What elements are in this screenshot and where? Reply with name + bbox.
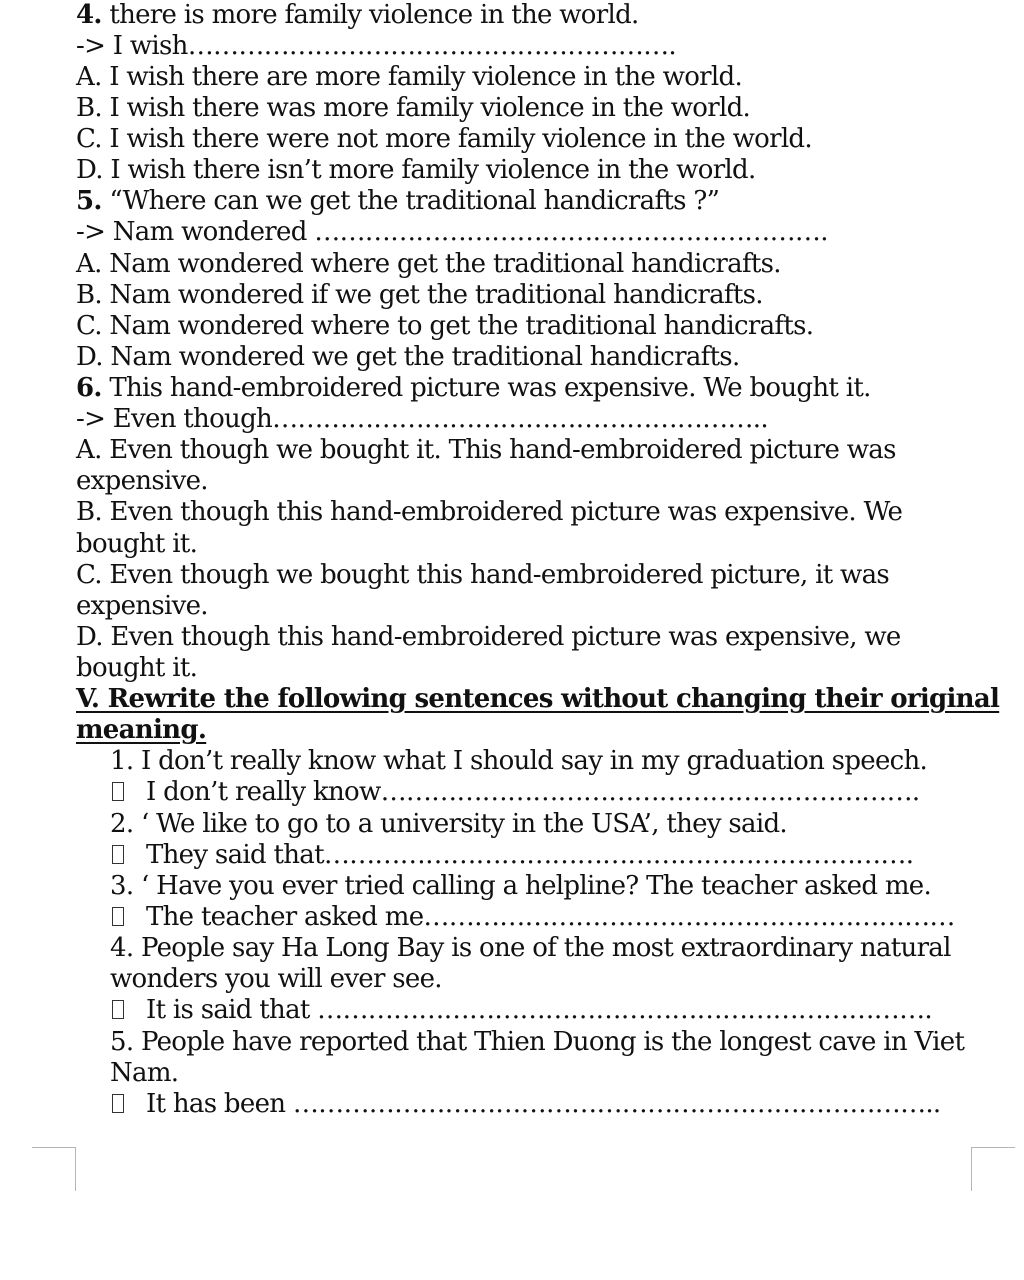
rewrite-item-4: 4. People say Ha Long Bay is one of the most extraordinary natural [110, 933, 951, 963]
q5-stem: 5. “Where can we get the traditional handicrafts ?” [76, 186, 720, 216]
rewrite-item-3: 3. ‘ Have you ever tried calling a helpline? The teacher asked me. [110, 871, 932, 901]
rewrite-item-2: 2. ‘ We like to go to a university in the USA’, they said. [110, 809, 787, 839]
section-v-heading: V. Rewrite the following sentences without changing their original [76, 684, 1000, 714]
checkbox-icon [112, 782, 124, 801]
q6-option-d-cont: bought it. [76, 653, 198, 683]
q4-option-a: A. I wish there are more family violence in the world. [76, 62, 743, 92]
rewrite-item-5: 5. People have reported that Thien Duong is the longest cave in Viet [110, 1027, 965, 1057]
checkbox-icon [112, 1094, 124, 1113]
q6-prompt: -> Even though………………………………………………….. [76, 404, 768, 434]
q5-option-c: C. Nam wondered where to get the traditional handicrafts. [76, 311, 814, 341]
section-v-heading-cont: meaning. [76, 715, 207, 745]
rewrite-item-5-cont: Nam. [110, 1058, 179, 1088]
checkbox-icon [112, 1000, 124, 1019]
rewrite-answer-5: It has been ………………………………………………………………….. [110, 1089, 941, 1120]
q6-option-d: D. Even though this hand-embroidered picture was expensive, we [76, 622, 901, 652]
q4-option-b: B. I wish there was more family violence in the world. [76, 93, 751, 123]
q6-option-b-cont: bought it. [76, 529, 198, 559]
q6-option-b: B. Even though this hand-embroidered picture was expensive. We [76, 497, 903, 527]
q6-option-a: A. Even though we bought it. This hand-embroidered picture was [76, 435, 896, 465]
crop-mark-left [32, 1147, 76, 1191]
q5-option-a: A. Nam wondered where get the traditional handicrafts. [76, 249, 781, 279]
rewrite-answer-1: I don’t really know………………………………………………………. [110, 777, 919, 808]
checkbox-icon [112, 845, 124, 864]
rewrite-answer-4: It is said that ………………………………………………………………. [110, 995, 932, 1026]
q6-option-c-cont: expensive. [76, 591, 208, 621]
q5-option-b: B. Nam wondered if we get the traditional handicrafts. [76, 280, 763, 310]
q5-prompt: -> Nam wondered ……………………………………………………. [76, 217, 828, 247]
crop-mark-right [971, 1147, 1015, 1191]
q4-prompt: -> I wish…………………………………………………. [76, 31, 676, 61]
q4-option-d: D. I wish there isn’t more family violence in the world. [76, 155, 756, 185]
q6-option-c: C. Even though we bought this hand-embroidered picture, it was [76, 560, 890, 590]
rewrite-item-1: 1. I don’t really know what I should say in my graduation speech. [110, 746, 928, 776]
rewrite-item-4-cont: wonders you will ever see. [110, 964, 442, 994]
rewrite-answer-2: They said that……………………………………………………………. [110, 840, 913, 871]
rewrite-answer-3: The teacher asked me……………………………………………………… [110, 902, 955, 933]
q4-stem: 4. there is more family violence in the world. [76, 0, 639, 30]
q6-option-a-cont: expensive. [76, 466, 208, 496]
checkbox-icon [112, 907, 124, 926]
q6-stem: 6. This hand-embroidered picture was expensive. We bought it. [76, 373, 871, 403]
q5-option-d: D. Nam wondered we get the traditional handicrafts. [76, 342, 740, 372]
q4-option-c: C. I wish there were not more family violence in the world. [76, 124, 812, 154]
